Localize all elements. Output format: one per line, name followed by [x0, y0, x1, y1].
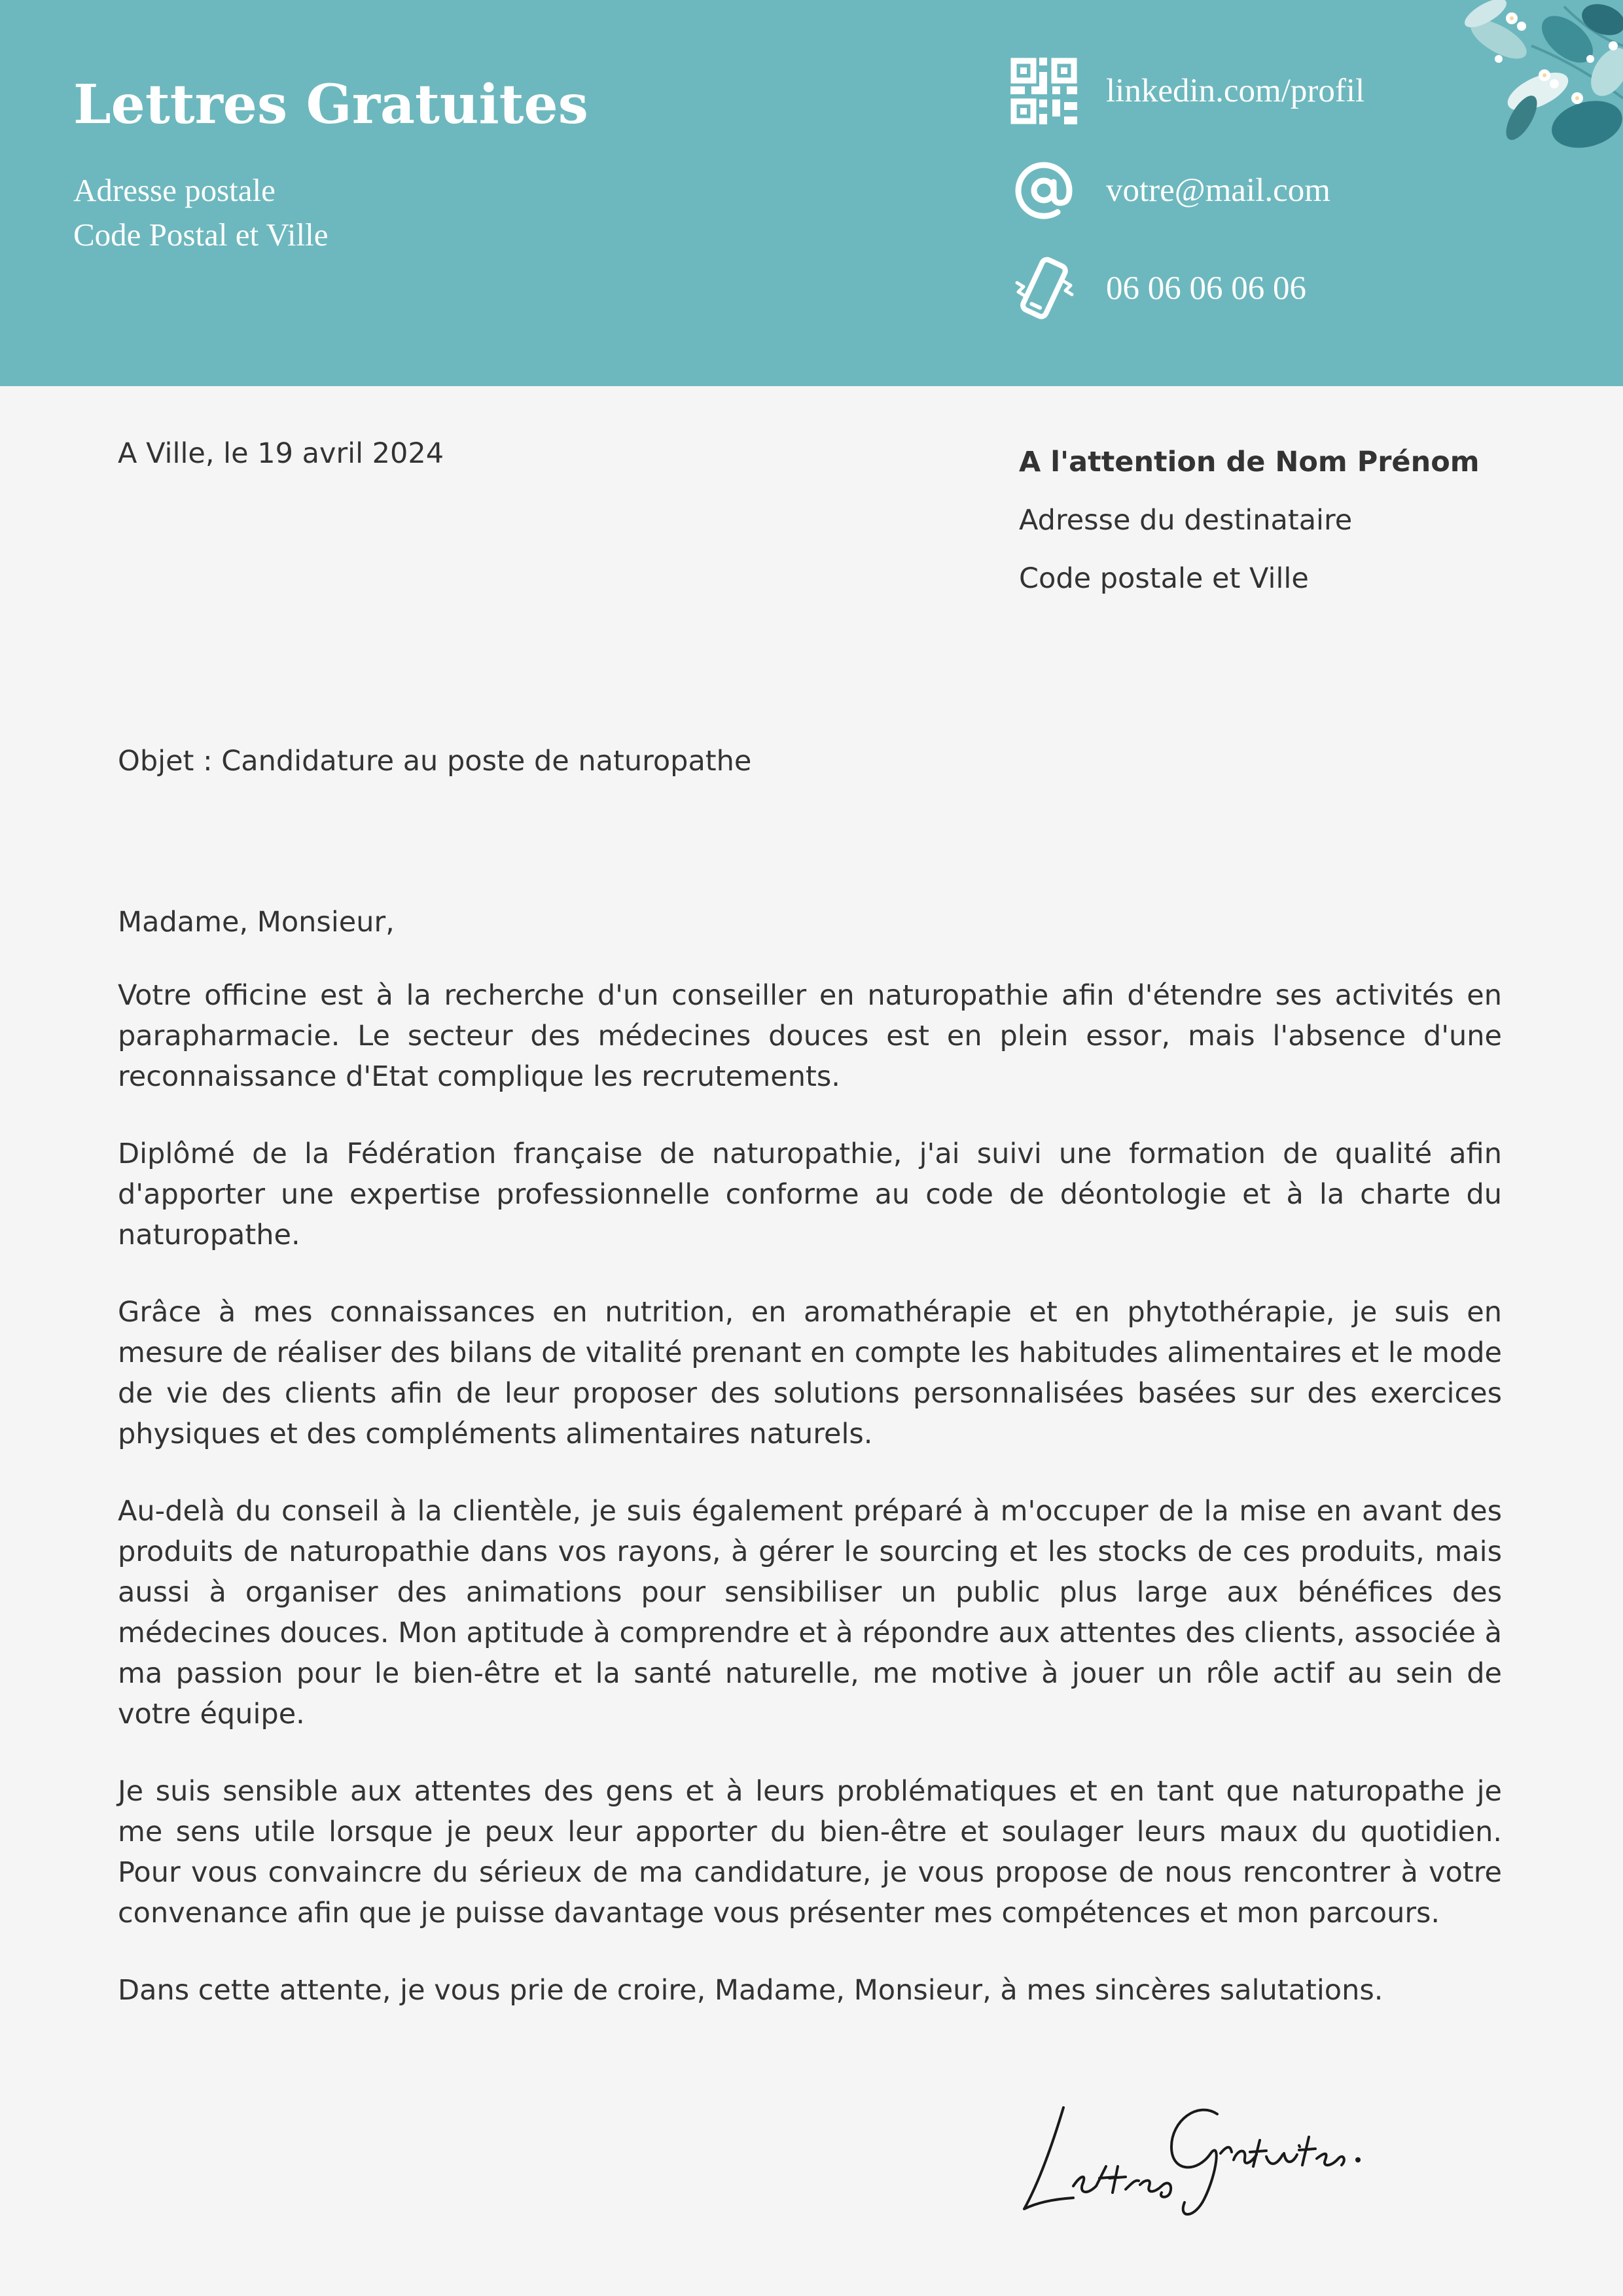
- salutation: Madame, Monsieur,: [118, 906, 395, 939]
- letter-date: A Ville, le 19 avril 2024: [118, 437, 444, 470]
- recipient-name: A l'attention de Nom Prénom: [1019, 446, 1480, 478]
- sender-name: Lettres Gratuites: [73, 73, 588, 136]
- paragraph: Votre officine est à la recherche d'un conseiller en naturopathie afin d'étendre ses activités en parapharmacie. Le secteur des médecines douces est en plein essor, mais l'absence d'une reconnaissance d'Etat complique les recrutements.: [118, 979, 1502, 1093]
- contact-linkedin: [1008, 55, 1531, 127]
- paragraph: Au-delà du conseil à la clientèle, je suis également préparé à m'occuper de la mise en avant des produits de naturopathie dans vos rayons, à gérer le sourcing et les stocks de ces produits, mais aussi à organiser des animations pour sensibiliser un public plus large aux bénéfices des médecines douces. Mon aptitude à comprendre et à répondre aux attentes des clients, associée à ma passion pour le bien-être et la santé naturelle, me motive à jouer un rôle actif au sein de votre équipe.: [118, 1495, 1502, 1731]
- linkedin-text[interactable]: linkedin.com/profil: [1106, 73, 1365, 109]
- sender-address-line1: Adresse postale: [73, 172, 276, 208]
- paragraph: Je suis sensible aux attentes des gens et à leurs problématiques et en tant que naturopathe je me sens utile lorsque je peux leur apporter du bien-être et soulager leurs maux du quotidien. Pour vous convaincre du sérieux de ma candidature, je vous propose de nous rencontrer à votre convenance afin que je puisse davantage vous présenter mes compétences et mon parcours.: [118, 1775, 1502, 1929]
- handwritten-signature: [1001, 2068, 1381, 2232]
- paragraph: Diplômé de la Fédération française de naturopathie, j'ai suivi une formation de qualité afin d'apporter une expertise professionnelle conforme au code de déontologie et à la charte du naturopathe.: [118, 1138, 1502, 1251]
- recipient-block: [1019, 433, 1480, 608]
- at-sign-icon: [1008, 154, 1080, 226]
- sender-address-line2: Code Postal et Ville: [73, 217, 329, 253]
- recipient-address: Adresse du destinataire: [1019, 504, 1353, 537]
- letter-subject: Objet : Candidature au poste de naturopathe: [118, 745, 752, 778]
- qr-code-icon: [1008, 55, 1080, 127]
- paragraph: Grâce à mes connaissances en nutrition, en aromathérapie et en phytothérapie, je suis en mesure de réaliser des bilans de vitalité prenant en compte les habitudes alimentaires et le mode de vie des clients afin de leur proposer des solutions personnalisées basées sur des exercices physiques et des compléments alimentaires naturels.: [118, 1296, 1502, 1450]
- closing-paragraph: Dans cette attente, je vous prie de croire, Madame, Monsieur, à mes sincères salutations.: [118, 1974, 1383, 2007]
- email-text[interactable]: votre@mail.com: [1106, 172, 1330, 209]
- contact-email: [1008, 154, 1531, 226]
- recipient-city: Code postale et Ville: [1019, 562, 1309, 595]
- floral-decoration: [1459, 0, 1623, 157]
- phone-text[interactable]: 06 06 06 06 06: [1106, 270, 1306, 307]
- letter-header: [0, 0, 1623, 386]
- contact-phone: [1008, 253, 1531, 325]
- signature-dot: [1355, 2157, 1361, 2162]
- phone-icon: [1008, 253, 1080, 325]
- letter-body: [118, 902, 1502, 2047]
